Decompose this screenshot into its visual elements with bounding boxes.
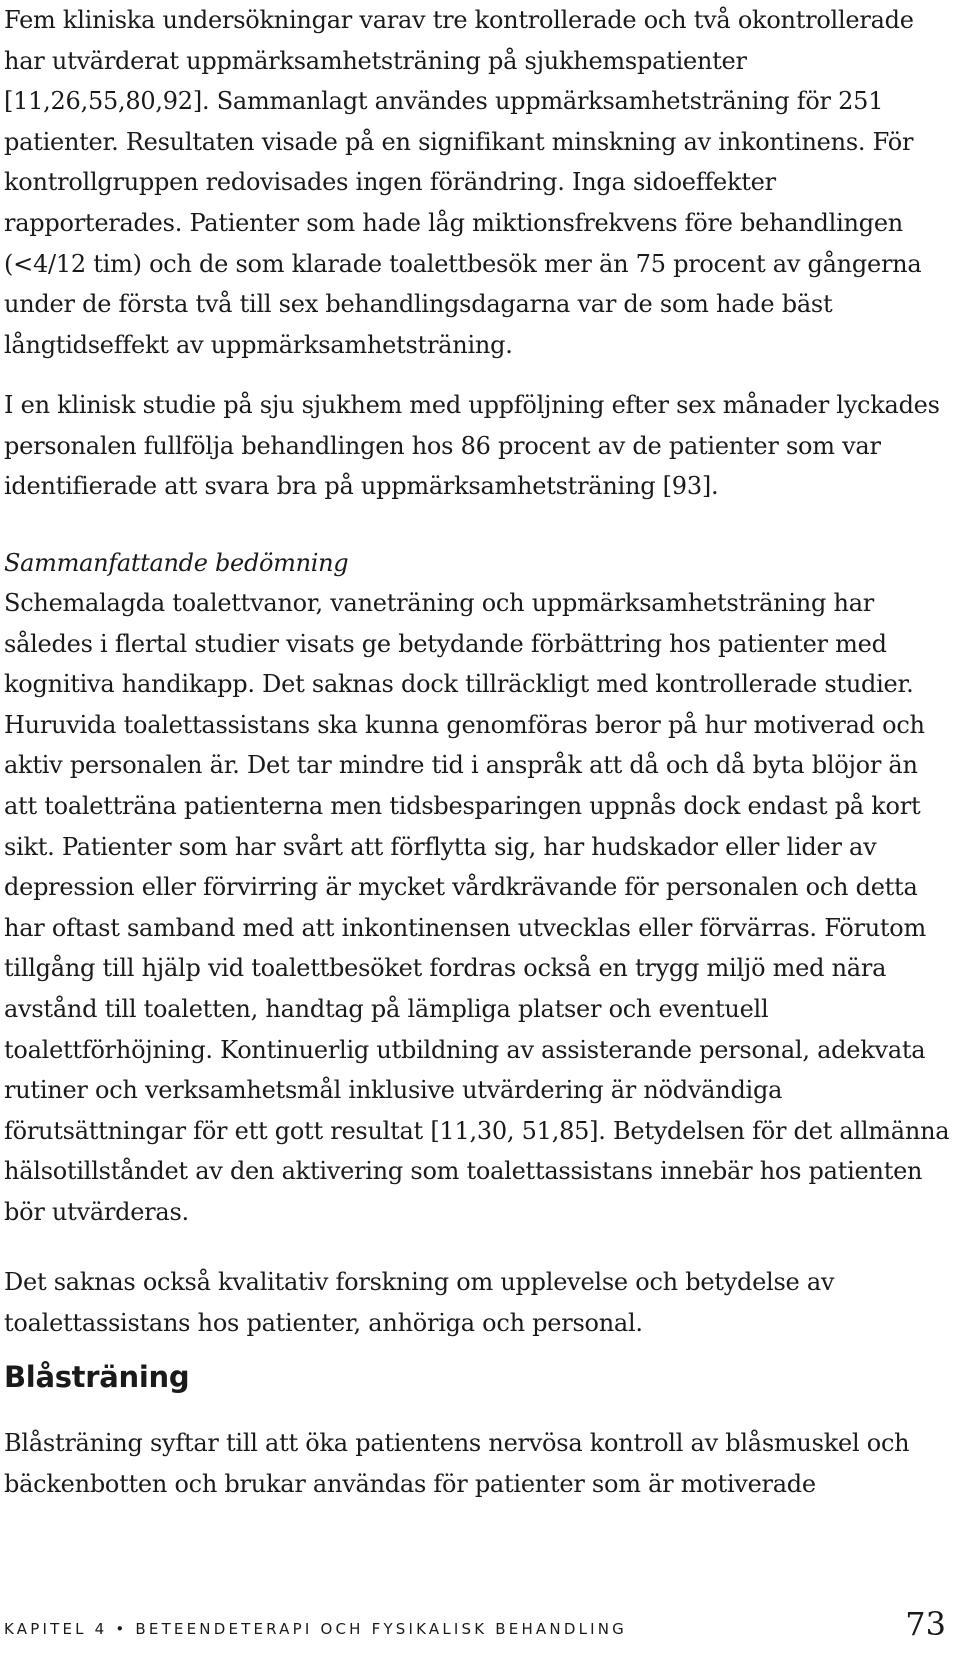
section-heading-bladder-training: Blåsträning xyxy=(4,1360,190,1394)
page-number: 73 xyxy=(905,1605,946,1643)
body-paragraph-3: Schemalagda toalettvanor, vaneträning och uppmärksamhetsträning har således i flertal studier visats ge betydande förbättring hos patienter med kognitiva handikapp. Det saknas dock tillräckligt med kontrollerade studier. Huruvida toalettassistans ska kunna genomföras beror på hur motiverad och aktiv personalen är. Det tar mindre tid i anspråk att då och då byta blöjor än att toaletträna patienterna men tidsbesparingen uppnås dock endast på kort sikt. Patienter som har svårt att förflytta sig, har hudskador eller lider av depression eller förvirring är mycket vårdkrävande för personalen och detta har oftast samband med att inkontinensen utvecklas eller förvärras. Förutom tillgång till hjälp vid toalettbesöket fordras också en trygg miljö med nära avstånd till toaletten, handtag på lämpliga platser och eventuell toalettförhöjning. Kontinuerlig utbildning av assisterande personal, adekvata rutiner och verksamhetsmål inklusive utvärdering är nödvändiga förutsättningar för ett gott resultat [11,30, 51,85]. Betydelsen för det allmänna hälsotillståndet av den aktivering som toalettassistans innebär hos patienten bör utvärderas. xyxy=(4,589,950,1226)
page-footer xyxy=(4,1596,946,1644)
body-paragraph-4: Det saknas också kvalitativ forskning om upplevelse och betydelse av toalettassistans hos patienter, anhöriga och personal. xyxy=(4,1268,835,1337)
body-paragraph-2: I en klinisk studie på sju sjukhem med uppföljning efter sex månader lyckades personalen fullfölja behandlingen hos 86 procent av de patienter som var identifierade att svara bra på uppmärksamhetsträning [93]. xyxy=(4,391,940,501)
body-paragraph-5: Blåsträning syftar till att öka patientens nervösa kontroll av blåsmuskel och bäckenbotten och brukar användas för patienter som är motiverade xyxy=(4,1429,910,1498)
body-paragraph-1: Fem kliniska undersökningar varav tre kontrollerade och två okontrollerade har utvärderat uppmärksamhetsträning på sjukhemspatienter [11,26,55,80,92]. Sammanlagt användes uppmärksamhetsträning för 251 patienter. Resultaten visade på en signifikant minskning av inkontinens. För kontrollgruppen redovisades ingen förändring. Inga sidoeffekter rapporterades. Patienter som hade låg miktionsfrekvens före behandlingen (<4/12 tim) och de som klarade toalettbesök mer än 75 procent av gångerna under de första två till sex behandlingsdagarna var de som hade bäst långtidseffekt av uppmärksamhetsträning. xyxy=(4,6,922,359)
chapter-running-footer: KAPITEL 4 • BETEENDETERAPI OCH FYSIKALISK BEHANDLING xyxy=(4,1620,627,1638)
subheading-summary: Sammanfattande bedömning xyxy=(4,549,349,577)
